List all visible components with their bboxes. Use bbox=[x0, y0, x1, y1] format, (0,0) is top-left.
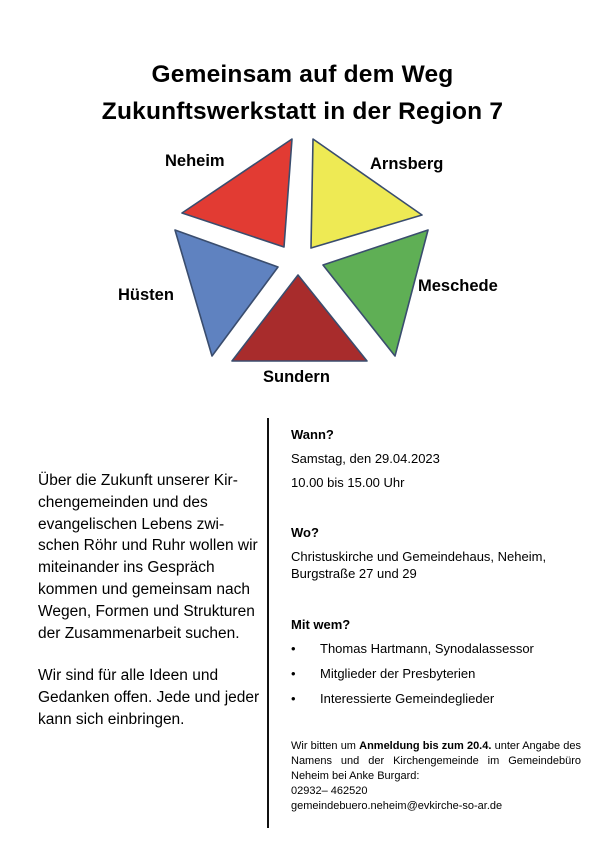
list-item bbox=[291, 663, 581, 688]
region-pentagon-graphic bbox=[0, 0, 605, 420]
event-date: Samstag, den 29.04.2023 bbox=[291, 451, 440, 466]
bullet-icon: • bbox=[291, 641, 296, 656]
title-line-1: Gemeinsam auf dem Weg bbox=[151, 61, 454, 88]
list-item bbox=[291, 688, 581, 713]
registration-note bbox=[291, 739, 581, 814]
with-whom-heading: Mit wem? bbox=[291, 617, 351, 632]
event-time: 10.00 bis 15.00 Uhr bbox=[291, 475, 405, 490]
event-location: Christuskirche und Gemeindehaus, Neheim, Burgstraße 27 und 29 bbox=[291, 549, 547, 581]
note-pre: Wir bitten um bbox=[291, 740, 356, 752]
intro-paragraph: Über die Zukunft unserer Kirchengemeinden und des evangelischen Lebens zwischen Röhr und Ruhr wollen wir miteinander ins Gespräch kommen und gemeinsam nach Wegen, Formen und Strukturen der Zusammenarbeit suchen. bbox=[38, 472, 258, 642]
vertical-divider bbox=[267, 418, 269, 828]
bullet-icon: • bbox=[291, 666, 296, 681]
participant-label: Thomas Hartmann, Synodalassessor bbox=[320, 641, 534, 656]
note-post: unter Angabe des Namens und der Kirchengemeinde im Gemeindebüro Neheim bei Anke Burgard: bbox=[291, 740, 581, 782]
title-line-2: Zukunftswerkstatt in der Region 7 bbox=[101, 98, 504, 125]
participant-label: Interessierte Gemeindeglieder bbox=[320, 691, 495, 706]
bullet-icon: • bbox=[291, 691, 296, 706]
ideas-paragraph: Wir sind für alle Ideen und Gedanken offen. Jede und jeder kann sich einbringen. bbox=[38, 667, 260, 728]
where-heading: Wo? bbox=[291, 525, 319, 540]
region-label-arnsberg: Arnsberg bbox=[370, 155, 444, 173]
participants-list bbox=[291, 638, 581, 713]
participant-label: Mitglieder der Presbyterien bbox=[320, 666, 476, 681]
when-heading: Wann? bbox=[291, 427, 334, 442]
region-label-meschede: Meschede bbox=[418, 277, 498, 295]
region-label-sundern: Sundern bbox=[263, 368, 330, 386]
region-label-neheim: Neheim bbox=[165, 152, 225, 170]
email-address[interactable]: gemeindebuero.neheim@evkirche-so-ar.de bbox=[291, 800, 503, 812]
region-label-huesten: Hüsten bbox=[118, 286, 174, 304]
registration-deadline: Anmeldung bis zum 20.4. bbox=[359, 740, 492, 752]
note-text bbox=[291, 740, 581, 782]
list-item bbox=[291, 638, 581, 663]
phone-number: 02932– 462520 bbox=[291, 785, 368, 797]
